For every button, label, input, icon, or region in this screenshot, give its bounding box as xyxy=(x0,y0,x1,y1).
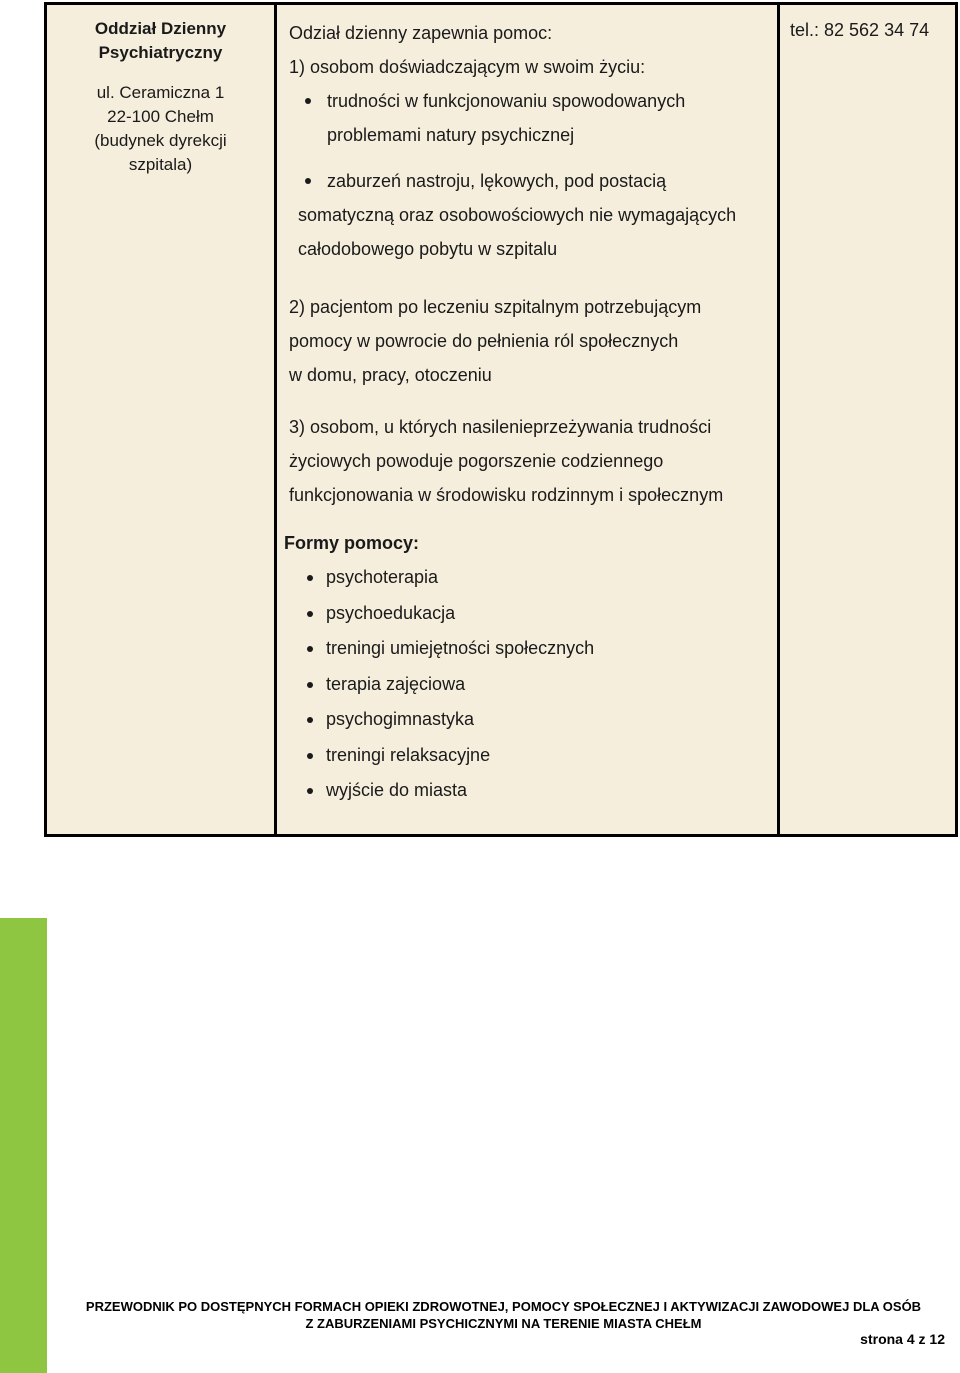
form-label: terapia zajęciowa xyxy=(326,673,466,694)
form-label: wyjście do miasta xyxy=(326,780,468,800)
address-line4: szpitala) xyxy=(128,155,193,174)
item-3-line2: życiowych powoduje pogorszenie codziennego xyxy=(289,451,664,471)
item-2-line1: 2) pacjentom po leczeniu szpitalnym potrzebującym xyxy=(289,297,702,317)
list-item xyxy=(289,738,777,774)
bullet-dot-icon xyxy=(307,753,313,759)
address-line3: (budynek dyrekcji xyxy=(94,131,227,150)
bullet-2-line1: zaburzeń nastroju, lękowych, pod postacią xyxy=(327,171,667,191)
address-line1: ul. Ceramiczna 1 xyxy=(96,83,225,102)
bullet-dot-icon xyxy=(307,717,313,723)
bullet-1 xyxy=(289,84,777,152)
contact-column xyxy=(780,5,955,834)
bullet-1-line2: problemami natury psychicznej xyxy=(327,125,575,145)
bullet-2-line3: całodobowego pobytu w szpitalu xyxy=(298,239,558,259)
bullet-dot-icon xyxy=(305,98,311,104)
list-item xyxy=(289,631,777,667)
list-item xyxy=(289,667,777,703)
form-label: treningi relaksacyjne xyxy=(326,744,491,765)
page-footer xyxy=(47,1298,960,1332)
item-3-line1: 3) osobom, u których nasilenieprzeżywania trudności xyxy=(289,417,712,437)
footer-line1: PRZEWODNIK PO DOSTĘPNYCH FORMACH OPIEKI ZDROWOTNEJ, POMOCY SPOŁECZNEJ I AKTYWIZACJI ZAWODOWEJ DLA OSÓB xyxy=(85,1299,922,1314)
intro-text: Odział dzienny zapewnia pomoc: xyxy=(289,23,553,43)
facility-name-line2: Psychiatryczny xyxy=(98,43,223,62)
form-label: psychoterapia xyxy=(326,567,439,587)
list-item xyxy=(289,596,777,632)
bullet-dot-icon xyxy=(305,178,311,184)
address-line2: 22-100 Chełm xyxy=(107,107,214,126)
bullet-1-line1: trudności w funkcjonowaniu spowodowanych xyxy=(327,91,686,111)
form-label: psychogimnastyka xyxy=(326,709,475,729)
facility-column xyxy=(47,5,277,834)
item-2 xyxy=(289,290,777,392)
forms-heading: Formy pomocy: xyxy=(284,533,420,553)
phone-number: tel.: 82 562 34 74 xyxy=(790,20,930,40)
services-column xyxy=(277,5,780,834)
facility-address xyxy=(47,81,274,177)
bullet-2-line2: somatyczną oraz osobowościowych nie wymagających xyxy=(298,205,737,225)
page-number: strona 4 z 12 xyxy=(860,1331,945,1347)
list-item xyxy=(289,702,777,738)
item-2-line3: w domu, pracy, otoczeniu xyxy=(289,365,492,385)
decorative-green-bar xyxy=(0,918,47,1373)
facility-name xyxy=(47,17,274,65)
facility-table xyxy=(44,2,958,837)
item-3 xyxy=(289,410,777,512)
forms-list xyxy=(289,560,777,809)
form-label: psychoedukacja xyxy=(326,602,456,623)
bullet-dot-icon xyxy=(307,682,313,688)
list-item xyxy=(289,560,777,596)
bullet-dot-icon xyxy=(307,611,313,617)
item-2-line2: pomocy w powrocie do pełnienia ról społecznych xyxy=(289,331,679,351)
bullet-dot-icon xyxy=(307,646,313,652)
item-3-line3: funkcjonowania w środowisku rodzinnym i społecznym xyxy=(289,485,724,505)
list-item xyxy=(289,773,777,809)
facility-name-line1: Oddział Dzienny xyxy=(94,19,227,38)
item-1: 1) osobom doświadczającym w swoim życiu: xyxy=(289,57,646,77)
footer-line2: Z ZABURZENIAMI PSYCHICZNYMI NA TERENIE MIASTA CHEŁM xyxy=(305,1316,702,1331)
bullet-dot-icon xyxy=(307,575,313,581)
bullet-2 xyxy=(289,164,777,198)
form-label: treningi umiejętności społecznych xyxy=(326,638,595,658)
bullet-dot-icon xyxy=(307,788,313,794)
